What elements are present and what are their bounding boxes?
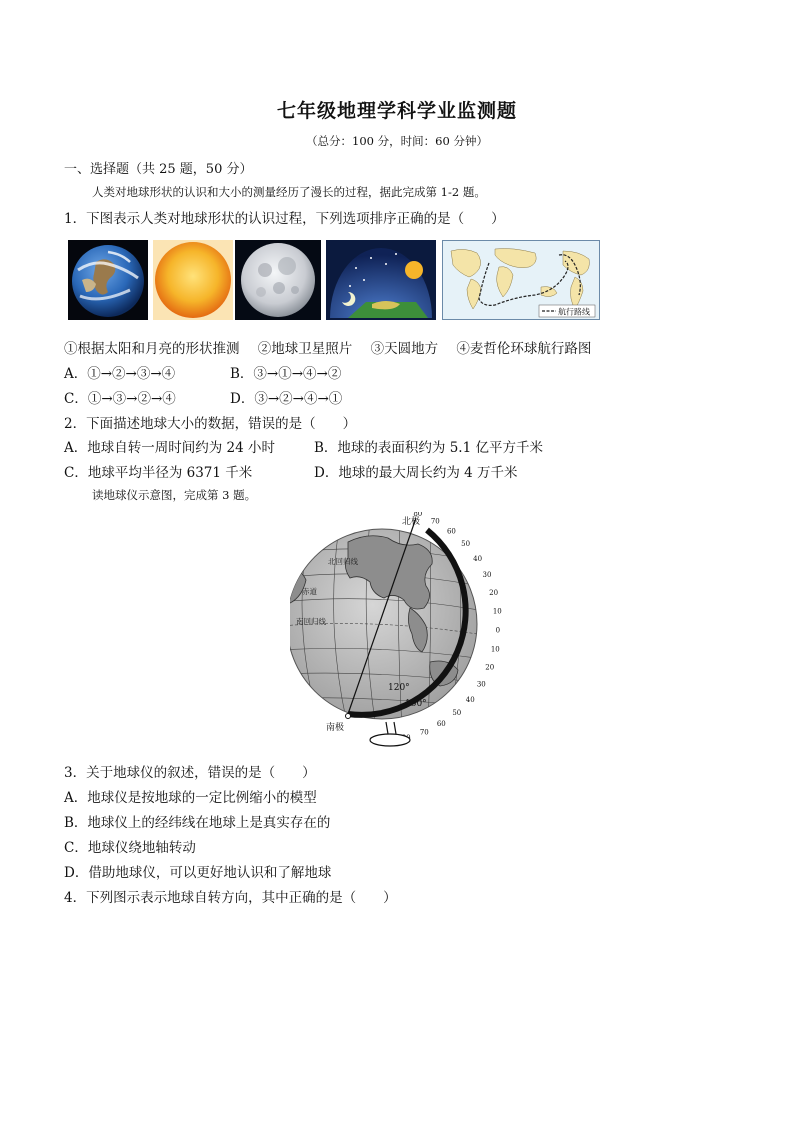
q1-captions xyxy=(64,337,605,357)
latitude-mark: 50 xyxy=(461,540,471,549)
globe-intro: 读地球仪示意图，完成第 3 题。 xyxy=(92,488,257,502)
magellan-route-map xyxy=(442,240,600,320)
latitude-mark: 20 xyxy=(489,589,499,597)
question-4-stem: 4．下列图示表示地球自转方向，其中正确的是（ ） xyxy=(64,890,397,906)
caption-2: ②地球卫星照片 xyxy=(257,341,353,357)
north-pole-label: 北极 xyxy=(402,517,421,527)
q2-option-a[interactable]: A．地球自转一周时间约为 24 小时 xyxy=(64,440,276,456)
latitude-mark: 60 xyxy=(446,527,456,536)
tropic-capricorn-label: 南回归线 xyxy=(296,617,326,626)
latitude-mark: 50 xyxy=(452,709,462,718)
route-legend-label: 航行路线 xyxy=(558,307,590,317)
question-1-stem: 1．下图表示人类对地球形状的认识过程，下列选项排序正确的是（ ） xyxy=(64,211,505,227)
meridian-150-label: 150° xyxy=(405,699,427,709)
latitude-mark: 20 xyxy=(485,663,495,672)
earth-photo xyxy=(68,240,148,320)
equator-label: 赤道 xyxy=(302,587,317,596)
q3-option-d[interactable]: D．借助地球仪，可以更好地认识和了解地球 xyxy=(64,865,332,881)
latitude-mark: 40 xyxy=(473,554,483,563)
moon-photo xyxy=(235,240,321,320)
question-3-stem: 3．关于地球仪的叙述，错误的是（ ） xyxy=(64,765,316,781)
q1-option-d[interactable]: D．③→②→④→① xyxy=(230,391,343,407)
question-2-stem: 2．下面描述地球大小的数据，错误的是（ ） xyxy=(64,416,357,432)
q2-option-c[interactable]: C．地球平均半径为 6371 千米 xyxy=(64,465,253,481)
round-sky-square-earth-picture xyxy=(326,240,436,320)
sun-photo xyxy=(153,240,233,320)
south-pole-label: 南极 xyxy=(326,723,345,733)
exam-info: （总分：100 分，时间：60 分钟） xyxy=(306,134,488,148)
q1-option-a[interactable]: A．①→②→③→④ xyxy=(64,366,176,382)
q3-option-a[interactable]: A．地球仪是按地球的一定比例缩小的模型 xyxy=(64,790,317,806)
latitude-mark: 10 xyxy=(492,607,502,616)
latitude-mark: 80 xyxy=(413,512,423,519)
q3-option-b[interactable]: B．地球仪上的经纬线在地球上是真实存在的 xyxy=(64,815,331,831)
q2-option-b[interactable]: B．地球的表面积约为 5.1 亿平方千米 xyxy=(314,440,543,456)
page-title: 七年级地理学科学业监测题 xyxy=(276,100,517,122)
tropic-cancer-label: 北回归线 xyxy=(328,557,358,566)
latitude-mark: 30 xyxy=(482,571,492,580)
latitude-mark: 70 xyxy=(419,728,429,737)
q1-option-b[interactable]: B．③→①→④→② xyxy=(230,366,342,382)
caption-3: ③天圆地方 xyxy=(370,341,439,357)
section-intro: 人类对地球形状的认识和大小的测量经历了漫长的过程，据此完成第 1-2 题。 xyxy=(92,185,486,199)
latitude-mark: 30 xyxy=(476,680,486,689)
q2-option-d[interactable]: D．地球的最大周长约为 4 万千米 xyxy=(314,465,518,481)
latitude-mark: 0 xyxy=(495,626,501,635)
caption-4: ④麦哲伦环球航行路图 xyxy=(456,341,592,357)
globe-figure xyxy=(290,512,510,752)
latitude-mark: 10 xyxy=(490,645,500,654)
section-heading: 一、选择题（共 25 题，50 分） xyxy=(64,162,253,177)
latitude-mark: 60 xyxy=(436,720,446,729)
q1-option-c[interactable]: C．①→③→②→④ xyxy=(64,391,176,407)
latitude-mark: 70 xyxy=(430,517,440,526)
meridian-120-label: 120° xyxy=(388,683,410,693)
caption-1: ①根据太阳和月亮的形状推测 xyxy=(64,341,240,357)
q3-option-c[interactable]: C．地球仪绕地轴转动 xyxy=(64,840,196,856)
latitude-mark: 40 xyxy=(465,695,475,704)
